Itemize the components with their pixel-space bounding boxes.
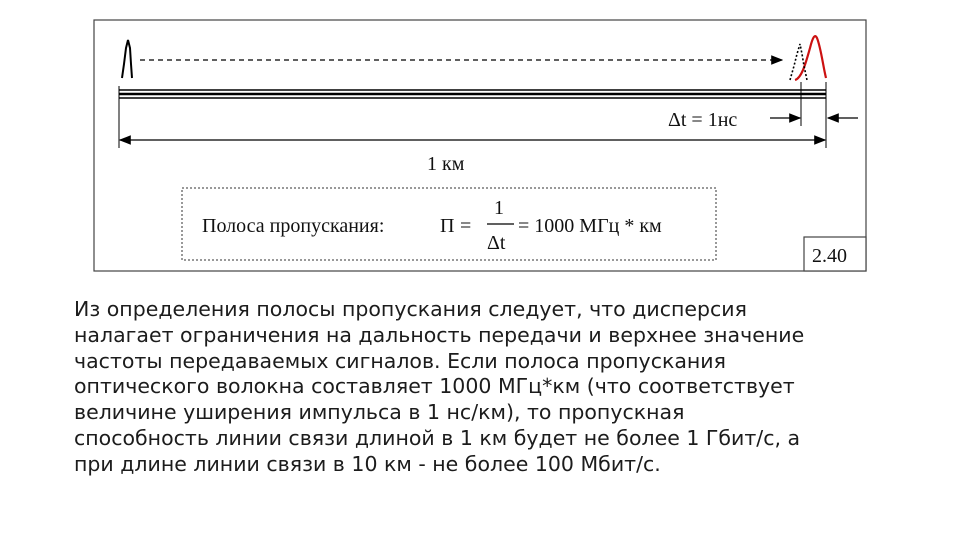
input-pulse — [122, 40, 132, 78]
paragraph-line: способность линии связи длиной в 1 км будет не более 1 Гбит/с, а — [74, 425, 801, 450]
delta-t-label: Δt = 1нс — [668, 109, 738, 131]
reference-pulse — [790, 44, 807, 80]
formula-numerator: 1 — [494, 197, 504, 219]
figure-number: 2.40 — [812, 245, 847, 267]
formula-symbol: П — [440, 215, 455, 237]
formula-denominator: Δt — [487, 232, 506, 254]
formula-result: = 1000 МГц * км — [518, 215, 662, 237]
paragraph-line: величине уширения импульса в 1 нс/км), то пропускная — [74, 400, 685, 425]
fiber-line — [119, 90, 826, 98]
distance-label: 1 км — [427, 153, 465, 175]
formula-equals: = — [460, 215, 472, 237]
output-pulse — [795, 36, 826, 80]
paragraph-line: Из определения полосы пропускания следует, что дисперсия — [74, 297, 747, 321]
paragraph-line: при длине линии связи в 10 км - не более 100 Мбит/с. — [74, 451, 661, 476]
paragraph-line: частоты передаваемых сигналов. Если полоса пропускания — [74, 348, 726, 373]
paragraph-line: налагает ограничения на дальность передачи и верхнее значение — [74, 322, 805, 347]
formula-prefix: Полоса пропускания: — [202, 215, 385, 237]
description-paragraph — [74, 297, 904, 478]
paragraph-line: оптического волокна составляет 1000 МГц*км (что соответствует — [74, 374, 795, 399]
